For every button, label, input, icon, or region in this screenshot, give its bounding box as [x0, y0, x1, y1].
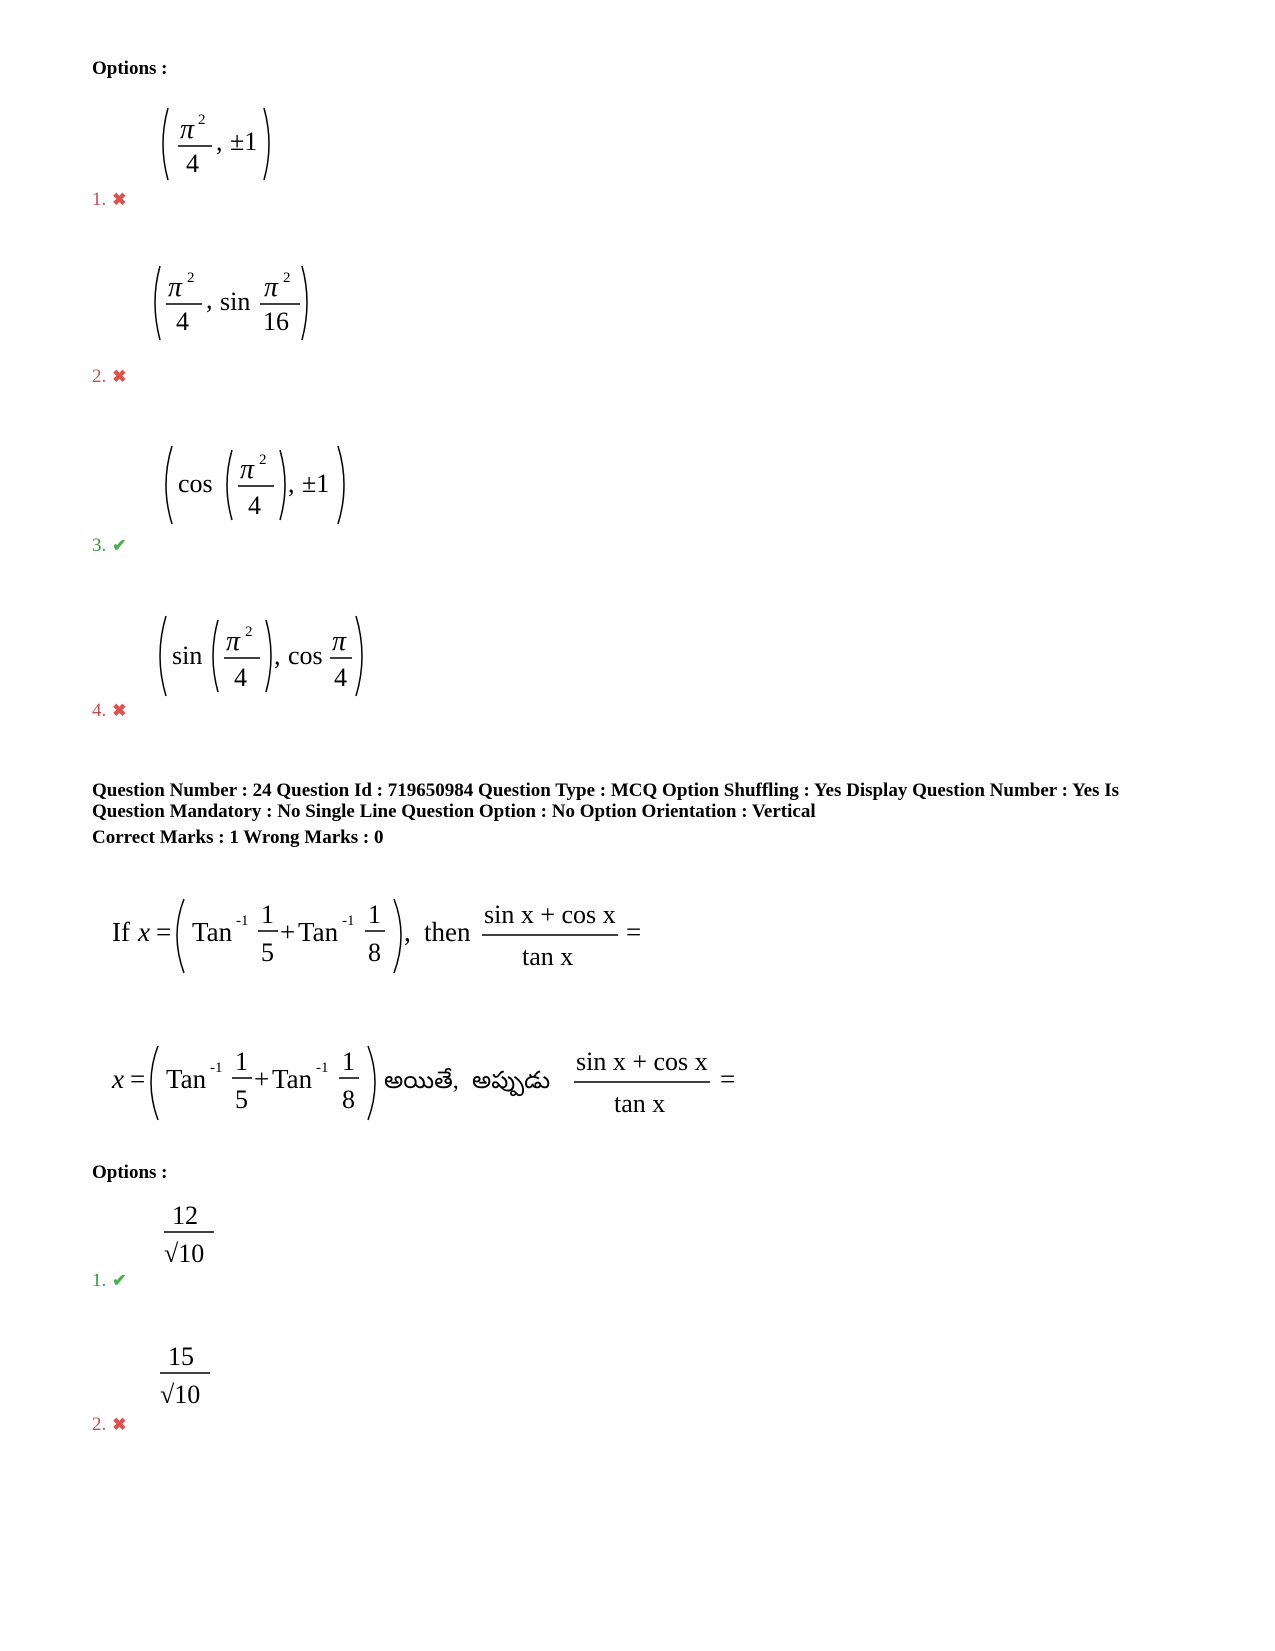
option-1-row-2[interactable] [92, 1270, 127, 1292]
wrong-icon: ✖ [112, 190, 127, 209]
svg-text:4: 4 [186, 149, 199, 178]
option-number: 1. [92, 1270, 107, 1291]
question-telugu [112, 1042, 752, 1130]
svg-text:2: 2 [259, 452, 267, 468]
wrong-icon: ✖ [112, 1415, 127, 1434]
svg-text:,: , [404, 917, 411, 947]
svg-text:π: π [332, 626, 347, 657]
svg-text:4: 4 [248, 491, 261, 520]
option-1-row[interactable] [92, 189, 127, 211]
svg-text:4: 4 [334, 663, 347, 692]
option-1-fraction [160, 1196, 230, 1280]
svg-text:±1: ±1 [302, 469, 330, 498]
svg-text:12: 12 [172, 1201, 198, 1230]
svg-text:4: 4 [176, 307, 189, 336]
svg-text:5: 5 [235, 1085, 248, 1114]
options-label: Options : [92, 58, 168, 79]
svg-text:,: , [288, 469, 295, 498]
option-number: 2. [92, 366, 107, 387]
svg-text:π: π [264, 272, 279, 303]
svg-text:1: 1 [235, 1047, 248, 1076]
svg-text:,: , [206, 285, 213, 314]
svg-text:,: , [274, 641, 281, 670]
svg-text:2: 2 [283, 270, 291, 286]
svg-text:8: 8 [342, 1085, 355, 1114]
svg-text:15: 15 [168, 1342, 194, 1371]
svg-text:+: + [254, 1064, 270, 1094]
svg-text:-1: -1 [210, 1060, 223, 1076]
svg-text:tan x: tan x [522, 942, 574, 971]
svg-text:=: = [626, 917, 642, 947]
svg-text:4: 4 [234, 663, 247, 692]
svg-text:=: = [130, 1064, 146, 1094]
svg-text:5: 5 [261, 938, 274, 967]
svg-text:x: x [138, 917, 150, 947]
svg-text:tan x: tan x [614, 1089, 666, 1118]
question-meta-line-2: Question Mandatory : No Single Line Question Option : No Option Orientation : Vertical [92, 801, 816, 822]
svg-text:π: π [180, 114, 195, 145]
svg-text:2: 2 [245, 624, 253, 640]
svg-text:-1: -1 [316, 1060, 329, 1076]
svg-text:-1: -1 [342, 913, 355, 929]
question-meta-line-1: Question Number : 24 Question Id : 719650984 Question Type : MCQ Option Shuffling : Yes Display Question Number : Yes Is [92, 780, 1119, 801]
option-4-row[interactable] [92, 700, 127, 722]
option-2-fraction [156, 1337, 226, 1421]
option-3-row[interactable] [92, 535, 127, 557]
svg-text:,: , [216, 127, 223, 156]
svg-text:√10: √10 [160, 1380, 201, 1409]
options-label-2: Options : [92, 1162, 168, 1183]
svg-text:cos: cos [288, 641, 323, 670]
svg-text:Tan: Tan [166, 1064, 207, 1094]
svg-text:then: then [424, 917, 471, 947]
option-number: 2. [92, 1414, 107, 1435]
svg-text:sin x + cos x: sin x + cos x [484, 900, 616, 929]
svg-text:π: π [240, 454, 255, 485]
option-2-row-2[interactable] [92, 1414, 127, 1436]
option-number: 1. [92, 189, 107, 210]
option-3-math [160, 442, 355, 536]
marks-line: Correct Marks : 1 Wrong Marks : 0 [92, 827, 384, 848]
svg-text:If: If [112, 917, 130, 947]
svg-text:sin: sin [172, 641, 203, 670]
svg-text:Tan: Tan [192, 917, 233, 947]
option-number: 4. [92, 700, 107, 721]
svg-text:π: π [226, 626, 241, 657]
option-2-math [150, 262, 325, 352]
check-icon: ✔ [112, 536, 127, 555]
wrong-icon: ✖ [112, 701, 127, 720]
svg-text:Tan: Tan [298, 917, 339, 947]
svg-text:sin: sin [220, 287, 251, 316]
svg-text:16: 16 [263, 307, 289, 336]
check-icon: ✔ [112, 1271, 127, 1290]
svg-text:8: 8 [368, 938, 381, 967]
option-2-row[interactable] [92, 366, 127, 388]
option-number: 3. [92, 535, 107, 556]
svg-text:√10: √10 [164, 1239, 205, 1268]
svg-text:sin x + cos x: sin x + cos x [576, 1047, 708, 1076]
svg-text:+: + [280, 917, 296, 947]
svg-text:2: 2 [198, 112, 206, 128]
svg-text:π: π [168, 272, 183, 303]
svg-text:అయితే,: అయితే, [384, 1068, 459, 1094]
svg-text:2: 2 [187, 270, 195, 286]
svg-text:1: 1 [342, 1047, 355, 1076]
svg-text:±1: ±1 [230, 127, 258, 156]
option-1-math [158, 104, 288, 192]
svg-text:1: 1 [261, 900, 274, 929]
svg-text:Tan: Tan [272, 1064, 313, 1094]
svg-text:=: = [156, 917, 172, 947]
wrong-icon: ✖ [112, 367, 127, 386]
svg-text:అప్పుడు: అప్పుడు [472, 1068, 551, 1094]
option-4-math [154, 612, 374, 708]
svg-text:-1: -1 [236, 913, 249, 929]
question-english [112, 895, 672, 983]
svg-text:=: = [720, 1064, 736, 1094]
svg-text:x: x [112, 1064, 124, 1094]
svg-text:cos: cos [178, 469, 213, 498]
svg-text:1: 1 [368, 900, 381, 929]
